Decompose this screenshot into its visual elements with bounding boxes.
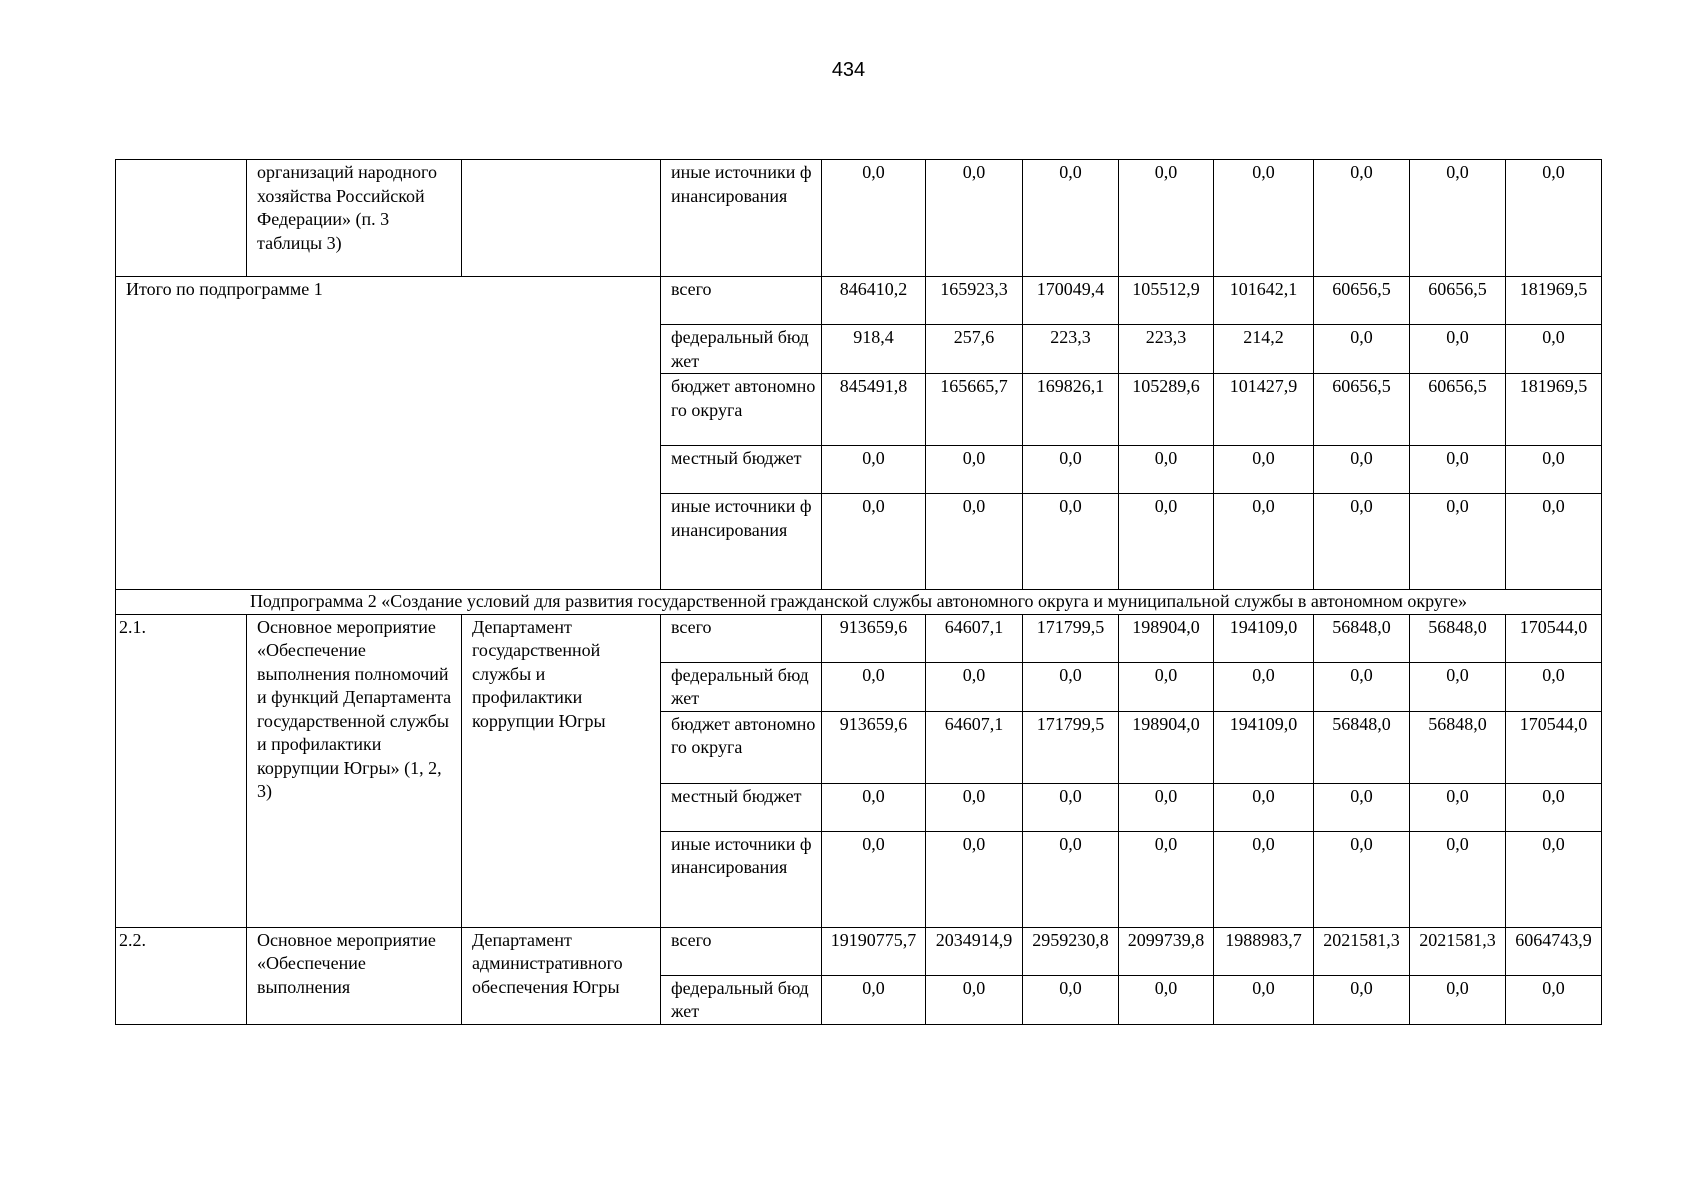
value-cell: 0,0 bbox=[1410, 160, 1506, 277]
subprogram-heading: Подпрограмма 2 «Создание условий для развития государственной гражданской службы автономного округа и муниципальной службы в автономном округе» bbox=[116, 590, 1602, 615]
value-cell: 165923,3 bbox=[926, 277, 1023, 325]
source-label: всего bbox=[661, 277, 822, 325]
value-cell: 0,0 bbox=[1506, 783, 1602, 831]
value-cell: 0,0 bbox=[822, 783, 926, 831]
number-cell: 2.1. bbox=[116, 614, 247, 927]
value-cell: 0,0 bbox=[926, 662, 1023, 711]
executor-cell: Департамент административного обеспечения Югры bbox=[462, 927, 661, 1024]
value-cell: 0,0 bbox=[1023, 975, 1119, 1024]
source-label: местный бюджет bbox=[661, 446, 822, 494]
value-cell: 60656,5 bbox=[1410, 277, 1506, 325]
value-cell: 0,0 bbox=[1506, 494, 1602, 590]
value-cell: 0,0 bbox=[1119, 494, 1214, 590]
value-cell: 2099739,8 bbox=[1119, 927, 1214, 975]
value-cell: 2959230,8 bbox=[1023, 927, 1119, 975]
source-label: федеральный бюджет bbox=[661, 662, 822, 711]
value-cell: 0,0 bbox=[822, 446, 926, 494]
value-cell: 0,0 bbox=[1410, 662, 1506, 711]
value-cell: 64607,1 bbox=[926, 711, 1023, 783]
value-cell: 0,0 bbox=[822, 975, 926, 1024]
value-cell: 0,0 bbox=[1214, 662, 1314, 711]
value-cell: 105512,9 bbox=[1119, 277, 1214, 325]
value-cell: 0,0 bbox=[822, 494, 926, 590]
value-cell: 19190775,7 bbox=[822, 927, 926, 975]
value-cell: 0,0 bbox=[1214, 975, 1314, 1024]
value-cell: 0,0 bbox=[926, 494, 1023, 590]
value-cell: 0,0 bbox=[1023, 831, 1119, 927]
value-cell: 56848,0 bbox=[1410, 614, 1506, 662]
measure-name-cell: Основное мероприятие «Обеспечение выполнения полномочий и функций Департамента государственной службы и профилактики коррупции Югры» (1, 2, 3) bbox=[247, 614, 462, 927]
value-cell: 64607,1 bbox=[926, 614, 1023, 662]
value-cell: 0,0 bbox=[1314, 160, 1410, 277]
source-label: всего bbox=[661, 614, 822, 662]
value-cell: 918,4 bbox=[822, 325, 926, 374]
value-cell: 0,0 bbox=[1506, 446, 1602, 494]
table-row bbox=[116, 277, 1602, 325]
value-cell: 181969,5 bbox=[1506, 374, 1602, 446]
value-cell: 165665,7 bbox=[926, 374, 1023, 446]
value-cell: 0,0 bbox=[1410, 325, 1506, 374]
value-cell: 0,0 bbox=[1214, 446, 1314, 494]
value-cell: 0,0 bbox=[1119, 160, 1214, 277]
value-cell: 0,0 bbox=[1410, 831, 1506, 927]
value-cell: 0,0 bbox=[1023, 494, 1119, 590]
value-cell: 101642,1 bbox=[1214, 277, 1314, 325]
value-cell: 171799,5 bbox=[1023, 614, 1119, 662]
table-row bbox=[116, 160, 1602, 277]
value-cell: 214,2 bbox=[1214, 325, 1314, 374]
source-label: иные источники финансирования bbox=[661, 831, 822, 927]
value-cell: 845491,8 bbox=[822, 374, 926, 446]
value-cell: 0,0 bbox=[822, 831, 926, 927]
value-cell: 0,0 bbox=[926, 831, 1023, 927]
value-cell: 0,0 bbox=[1119, 446, 1214, 494]
value-cell: 0,0 bbox=[1023, 446, 1119, 494]
measure-name-cell: организаций народного хозяйства Российской Федерации» (п. 3 таблицы 3) bbox=[247, 160, 462, 277]
value-cell: 846410,2 bbox=[822, 277, 926, 325]
executor-cell bbox=[462, 160, 661, 277]
value-cell: 0,0 bbox=[1410, 783, 1506, 831]
value-cell: 0,0 bbox=[926, 160, 1023, 277]
value-cell: 0,0 bbox=[1506, 160, 1602, 277]
value-cell: 2021581,3 bbox=[1314, 927, 1410, 975]
value-cell: 913659,6 bbox=[822, 711, 926, 783]
value-cell: 56848,0 bbox=[1314, 614, 1410, 662]
value-cell: 0,0 bbox=[1314, 446, 1410, 494]
value-cell: 101427,9 bbox=[1214, 374, 1314, 446]
source-label: иные источники финансирования bbox=[661, 494, 822, 590]
value-cell: 0,0 bbox=[1410, 494, 1506, 590]
value-cell: 60656,5 bbox=[1314, 277, 1410, 325]
value-cell: 0,0 bbox=[1119, 662, 1214, 711]
value-cell: 105289,6 bbox=[1119, 374, 1214, 446]
value-cell: 913659,6 bbox=[822, 614, 926, 662]
source-label: бюджет автономного округа bbox=[661, 374, 822, 446]
value-cell: 0,0 bbox=[1214, 160, 1314, 277]
financing-table bbox=[115, 159, 1602, 1025]
source-label: федеральный бюджет bbox=[661, 975, 822, 1024]
value-cell: 56848,0 bbox=[1314, 711, 1410, 783]
value-cell: 0,0 bbox=[1506, 662, 1602, 711]
value-cell: 2021581,3 bbox=[1410, 927, 1506, 975]
value-cell: 0,0 bbox=[926, 446, 1023, 494]
page-number: 434 bbox=[831, 59, 866, 81]
value-cell: 194109,0 bbox=[1214, 614, 1314, 662]
value-cell: 0,0 bbox=[1119, 831, 1214, 927]
value-cell: 171799,5 bbox=[1023, 711, 1119, 783]
value-cell: 170049,4 bbox=[1023, 277, 1119, 325]
value-cell: 257,6 bbox=[926, 325, 1023, 374]
source-label: местный бюджет bbox=[661, 783, 822, 831]
value-cell: 198904,0 bbox=[1119, 614, 1214, 662]
value-cell: 0,0 bbox=[926, 783, 1023, 831]
value-cell: 0,0 bbox=[1506, 831, 1602, 927]
value-cell: 0,0 bbox=[926, 975, 1023, 1024]
value-cell: 0,0 bbox=[1314, 325, 1410, 374]
value-cell: 56848,0 bbox=[1410, 711, 1506, 783]
number-cell bbox=[116, 160, 247, 277]
value-cell: 0,0 bbox=[1023, 662, 1119, 711]
value-cell: 223,3 bbox=[1023, 325, 1119, 374]
value-cell: 0,0 bbox=[1214, 831, 1314, 927]
value-cell: 198904,0 bbox=[1119, 711, 1214, 783]
value-cell: 0,0 bbox=[1023, 160, 1119, 277]
table-row bbox=[116, 927, 1602, 975]
value-cell: 6064743,9 bbox=[1506, 927, 1602, 975]
value-cell: 0,0 bbox=[1119, 975, 1214, 1024]
value-cell: 0,0 bbox=[822, 160, 926, 277]
executor-cell: Департамент государственной службы и профилактики коррупции Югры bbox=[462, 614, 661, 927]
measure-name-cell: Основное мероприятие «Обеспечение выполнения bbox=[247, 927, 462, 1024]
value-cell: 0,0 bbox=[1314, 662, 1410, 711]
value-cell: 1988983,7 bbox=[1214, 927, 1314, 975]
value-cell: 0,0 bbox=[1410, 975, 1506, 1024]
subprogram-total-label: Итого по подпрограмме 1 bbox=[116, 277, 661, 590]
value-cell: 0,0 bbox=[1314, 494, 1410, 590]
source-label: бюджет автономного округа bbox=[661, 711, 822, 783]
value-cell: 170544,0 bbox=[1506, 614, 1602, 662]
value-cell: 169826,1 bbox=[1023, 374, 1119, 446]
source-label: всего bbox=[661, 927, 822, 975]
table-row bbox=[116, 614, 1602, 662]
value-cell: 0,0 bbox=[1314, 831, 1410, 927]
value-cell: 0,0 bbox=[1314, 783, 1410, 831]
value-cell: 2034914,9 bbox=[926, 927, 1023, 975]
table-row bbox=[116, 590, 1602, 615]
value-cell: 0,0 bbox=[1214, 494, 1314, 590]
value-cell: 0,0 bbox=[1314, 975, 1410, 1024]
value-cell: 0,0 bbox=[822, 662, 926, 711]
value-cell: 194109,0 bbox=[1214, 711, 1314, 783]
value-cell: 0,0 bbox=[1410, 446, 1506, 494]
value-cell: 0,0 bbox=[1214, 783, 1314, 831]
value-cell: 223,3 bbox=[1119, 325, 1214, 374]
source-label: иные источники финансирования bbox=[661, 160, 822, 277]
value-cell: 60656,5 bbox=[1314, 374, 1410, 446]
source-label: федеральный бюджет bbox=[661, 325, 822, 374]
value-cell: 0,0 bbox=[1119, 783, 1214, 831]
value-cell: 170544,0 bbox=[1506, 711, 1602, 783]
value-cell: 181969,5 bbox=[1506, 277, 1602, 325]
value-cell: 0,0 bbox=[1023, 783, 1119, 831]
value-cell: 60656,5 bbox=[1410, 374, 1506, 446]
value-cell: 0,0 bbox=[1506, 325, 1602, 374]
number-cell: 2.2. bbox=[116, 927, 247, 1024]
value-cell: 0,0 bbox=[1506, 975, 1602, 1024]
